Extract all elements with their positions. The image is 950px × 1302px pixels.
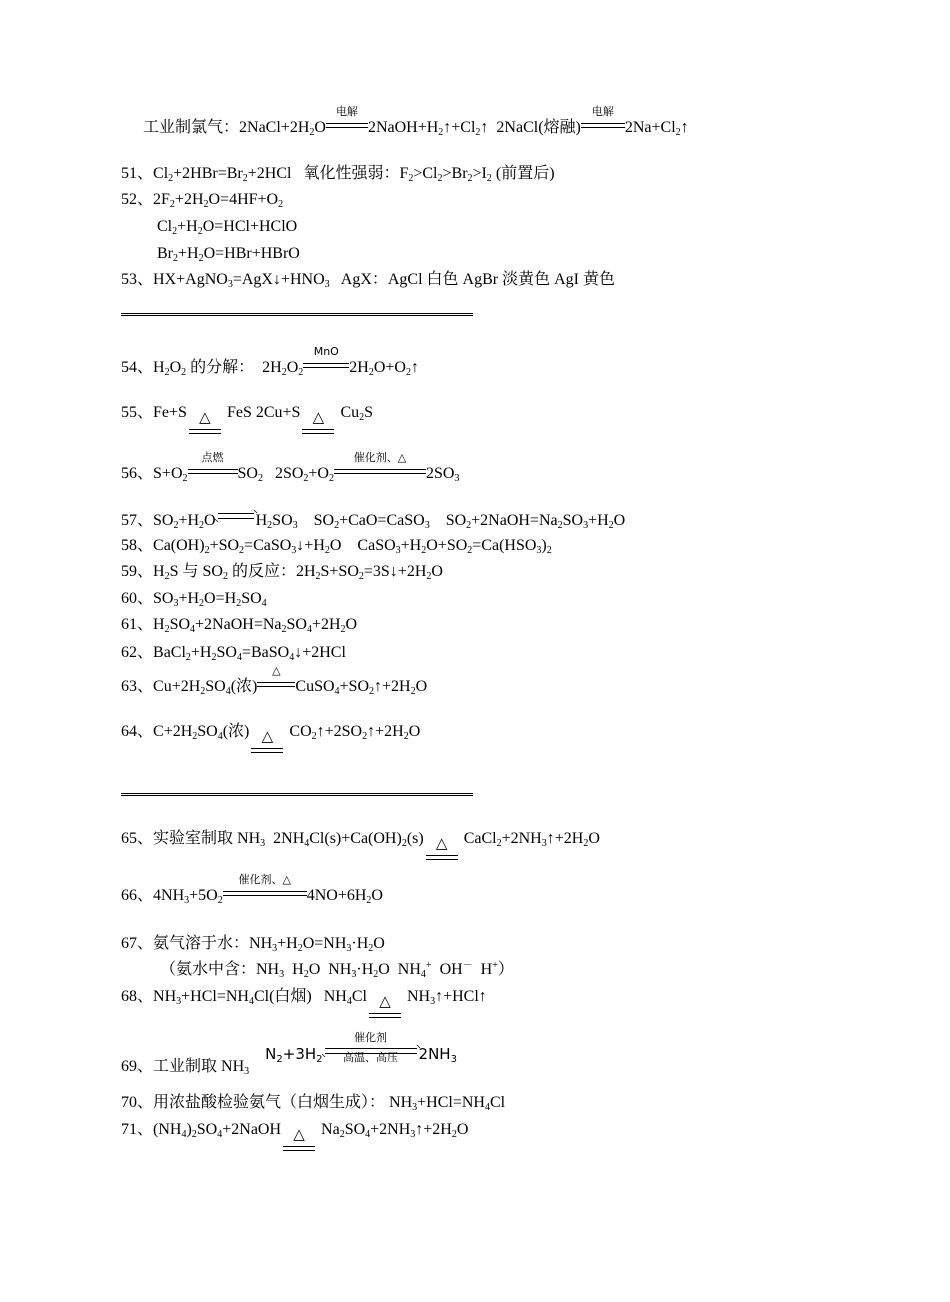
reaction-text: 2NaCl+2H (239, 119, 310, 136)
intro-label: 工业制氯气： (143, 119, 240, 136)
equation-63: 63、$Cu+2H_2SO_4$(浓) △ $CuSO_4+SO_2↑+2H_2O$ (121, 664, 428, 697)
equation-69: 69、工业制取 $NH_3$ $N_2+3H_2$ 催化剂 高温、高压 $2NH_3$ (121, 1031, 457, 1077)
equation-59: 59、$H_2S$ 与 $SO_2$ 的反应：$2H_2S+SO_2=3S↓+2H_2O$ (121, 563, 443, 582)
equation-62: 62、$BaCl_2+H_2SO_4=BaSO_4↓+2HCl$ (121, 644, 346, 663)
equation-54: 54、$H_2O_2$ 的分解： $2H_2O_2$ MnO $2H_2O+O_2↑$ (121, 345, 419, 378)
equation-60: 60、$SO_3+H_2O=H_2SO_4$ (121, 590, 267, 609)
equation-64: 64、$C+2H_2SO_4$(浓) △ $CO_2↑+2SO_2↑+2H_2O$ (121, 722, 420, 748)
equation-57: 57、$SO_2+H_2O$ $H_2SO_3$ $SO_2+CaO=CaSO_3$ $SO_2+2NaOH=Na_2SO_3+H_2O$ (121, 512, 626, 531)
equation-52b: $Cl_2+H_2O=HCl+HClO$ (157, 218, 298, 237)
reaction-text: 2NaCl(熔融) (496, 119, 581, 136)
equation-67b: （氨水中含：$NH_3$ $H_2O$ $NH_3\cdot H_2O$ $NH_4^+$ OH－ H+） (160, 960, 514, 980)
equation-52: 52、$2F_2+2H_2O=4HF+O_2$ (121, 191, 284, 210)
section-divider (121, 793, 473, 796)
reaction-condition: 电解 (581, 118, 625, 138)
equation-66: 66、$4NH_3+5O_2$ 催化剂、△ $4NO+6H_2O$ (121, 873, 383, 906)
equation-56: 56、$S+O_2$ 点燃 $SO_2$ $2SO_2+O_2$ 催化剂、△ $2SO_3$ (121, 451, 460, 484)
equation-53: 53、$HX+AgNO_3=AgX↓+HNO_3$ AgX：AgCl 白色 AgBr 淡黄色 AgI 黄色 (121, 271, 615, 290)
equation-67: 67、氨气溶于水：$NH_3+H_2O=NH_3\cdot H_2O$ (121, 935, 385, 954)
reaction-text: 2NaOH+H (367, 119, 439, 136)
section-divider (121, 313, 473, 316)
equation-68: 68、$NH_3+HCl=NH_4Cl$(白烟) $NH_4Cl$ △ $NH_3↑+HCl↑$ (121, 987, 487, 1013)
intro-line: 工业制氯气：$2NaCl+2H_2O$ 电解 $2NaOH+H_2↑+Cl_2↑$ 2NaCl(熔融) 电解 $2Na+Cl_2↑$ (143, 105, 689, 138)
equation-52c: $Br_2+H_2O=HBr+HBrO$ (157, 245, 300, 264)
equation-70: 70、用浓盐酸检验氨气（白烟生成）： $NH_3+HCl=NH_4Cl$ (121, 1094, 506, 1113)
equation-55: 55、Fe+S △ FeS 2Cu+S △ $Cu_2S$ (121, 403, 373, 429)
equation-61: 61、$H_2SO_4+2NaOH=Na_2SO_4+2H_2O$ (121, 616, 358, 635)
reaction-condition: 电解 (326, 118, 368, 138)
equation-58: 58、$Ca(OH)_2+SO_2=CaSO_3↓+H_2O$ $CaSO_3+H_2O+SO_2=Ca(HSO_3)_2$ (121, 537, 552, 556)
equation-51: 51、$Cl_2+2HBr=Br_2+2HCl$ 氧化性强弱：$F_2>Cl_2>Br_2>I_2$ (前置后) (121, 165, 555, 184)
equation-65: 65、实验室制取 $NH_3$ $2NH_4Cl(s)+Ca(OH)_2(s)$ △ $CaCl_2+2NH_3↑+2H_2O$ (121, 829, 600, 855)
equation-71: 71、$(NH_4)_2SO_4+2NaOH$ △ $Na_2SO_4+2NH_3↑+2H_2O$ (121, 1120, 468, 1146)
reaction-text: 2Na+Cl (624, 119, 676, 136)
